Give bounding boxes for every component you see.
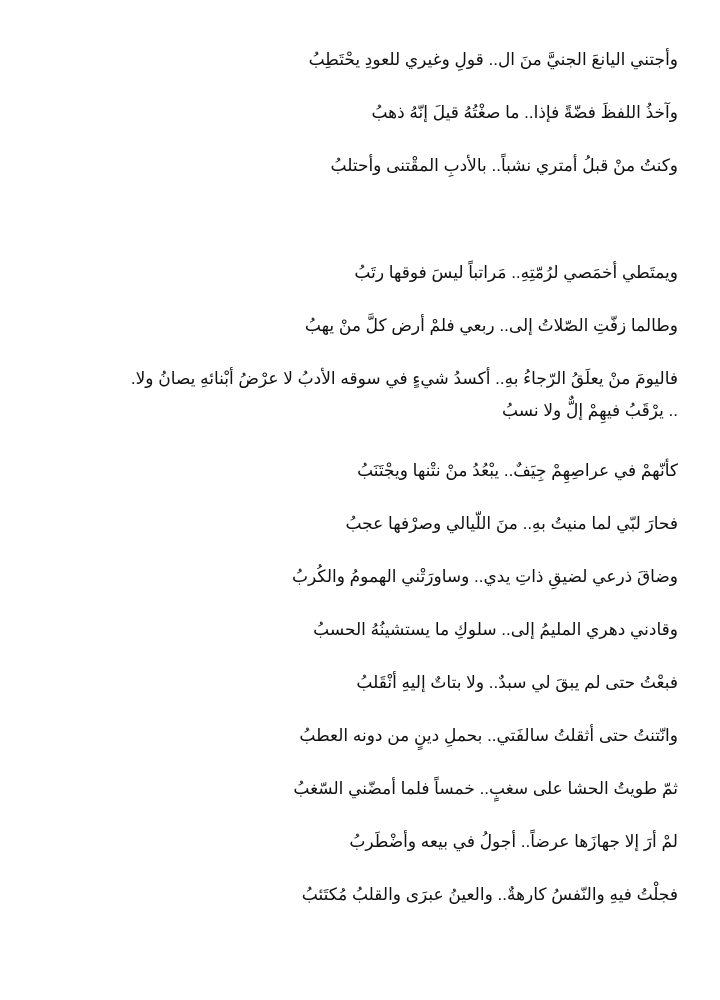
poem-line-text: وضاقَ ذرعي لضيقِ ذاتِ يدي.. وساورَتْني الهمومُ والكُربُ xyxy=(292,567,678,586)
poem-line xyxy=(0,366,720,392)
poem-line xyxy=(0,313,720,339)
poem-line-text: فحارَ لبّي لما منيتُ بهِ.. منَ اللّيالي وصرْفها عجبُ xyxy=(345,514,678,533)
poem-line-text: وطالما زفّتِ الصّلاتُ إلى.. ربعي فلمْ أرض كلَّ منْ يهبُ xyxy=(304,316,678,335)
poem-line xyxy=(0,100,720,126)
poem-line xyxy=(0,829,720,855)
poem-line-text: وأجتني اليانعَ الجنيَّ منَ ال.. قولِ وغيري للعودِ يحْتَطِبُ xyxy=(308,50,678,69)
poem-line-text: ثمّ طويتُ الحشا على سغبٍ.. خمساً فلما أمضّني السّغبُ xyxy=(293,779,678,798)
poem-line xyxy=(0,153,720,179)
poem-line-text: وكنتُ منْ قبلُ أمتري نشباً.. بالأدبِ المقْتنى وأحتلبُ xyxy=(330,156,678,175)
poem-line xyxy=(0,260,720,286)
poem-line-text: فبعْتُ حتى لم يبقَ لي سبدٌ.. ولا بتاتٌ إليهِ أنْقَلبُ xyxy=(356,673,678,692)
poem-line xyxy=(0,776,720,802)
poem-line-text: وانّتنتُ حتى أثقلتُ سالفَتي.. بحملِ دينٍ من دونه العطبُ xyxy=(299,726,678,745)
poem-line xyxy=(0,617,720,643)
poem-line-text: كأنّهمْ في عراصِهِمْ جِيَفٌ.. يبْعُدُ منْ نتْنها ويجْتَنَبُ xyxy=(357,461,678,480)
poem-line-text: وقادني دهري المليمُ إلى.. سلوكِ ما يستشينُهُ الحسبُ xyxy=(313,620,678,639)
poem-line xyxy=(0,511,720,537)
poem-line-text: فجلْتُ فيهِ والنّفسُ كارهةٌ.. والعينُ عبرَى والقلبُ مُكتَئبُ xyxy=(301,885,678,904)
poem-line-text: ويمتَطي أخمَصي لرُمّتِهِ.. مَراتباً ليسَ فوقها رتَبُ xyxy=(354,263,678,282)
poem-line xyxy=(0,723,720,749)
poem-line-text: وآخذُ اللفظَ فضّةً فإذا.. ما صغْتُهُ قيلَ إنّهُ ذهبُ xyxy=(371,103,678,122)
poem-line xyxy=(0,47,720,73)
poem-line-text: .. يرْقَبُ فيهِمْ إلٌّ ولا نسبُ xyxy=(502,401,678,420)
poem-line xyxy=(0,670,720,696)
poem-line-text: لمْ أرَ إلا جهازَها عرضاً.. أجولُ في بيعه وأضْطَربُ xyxy=(349,832,678,851)
poem-line xyxy=(0,458,720,484)
poem-line xyxy=(0,882,720,908)
poem-line-text: فاليومَ منْ يعلَقُ الرّجاءُ بهِ.. أكسدُ شيءٍ في سوقه الأدبُ لا عرْضُ أبْنائهِ يصانُ ولا. xyxy=(130,369,678,388)
poem-line xyxy=(0,564,720,590)
poem-line xyxy=(0,398,720,424)
